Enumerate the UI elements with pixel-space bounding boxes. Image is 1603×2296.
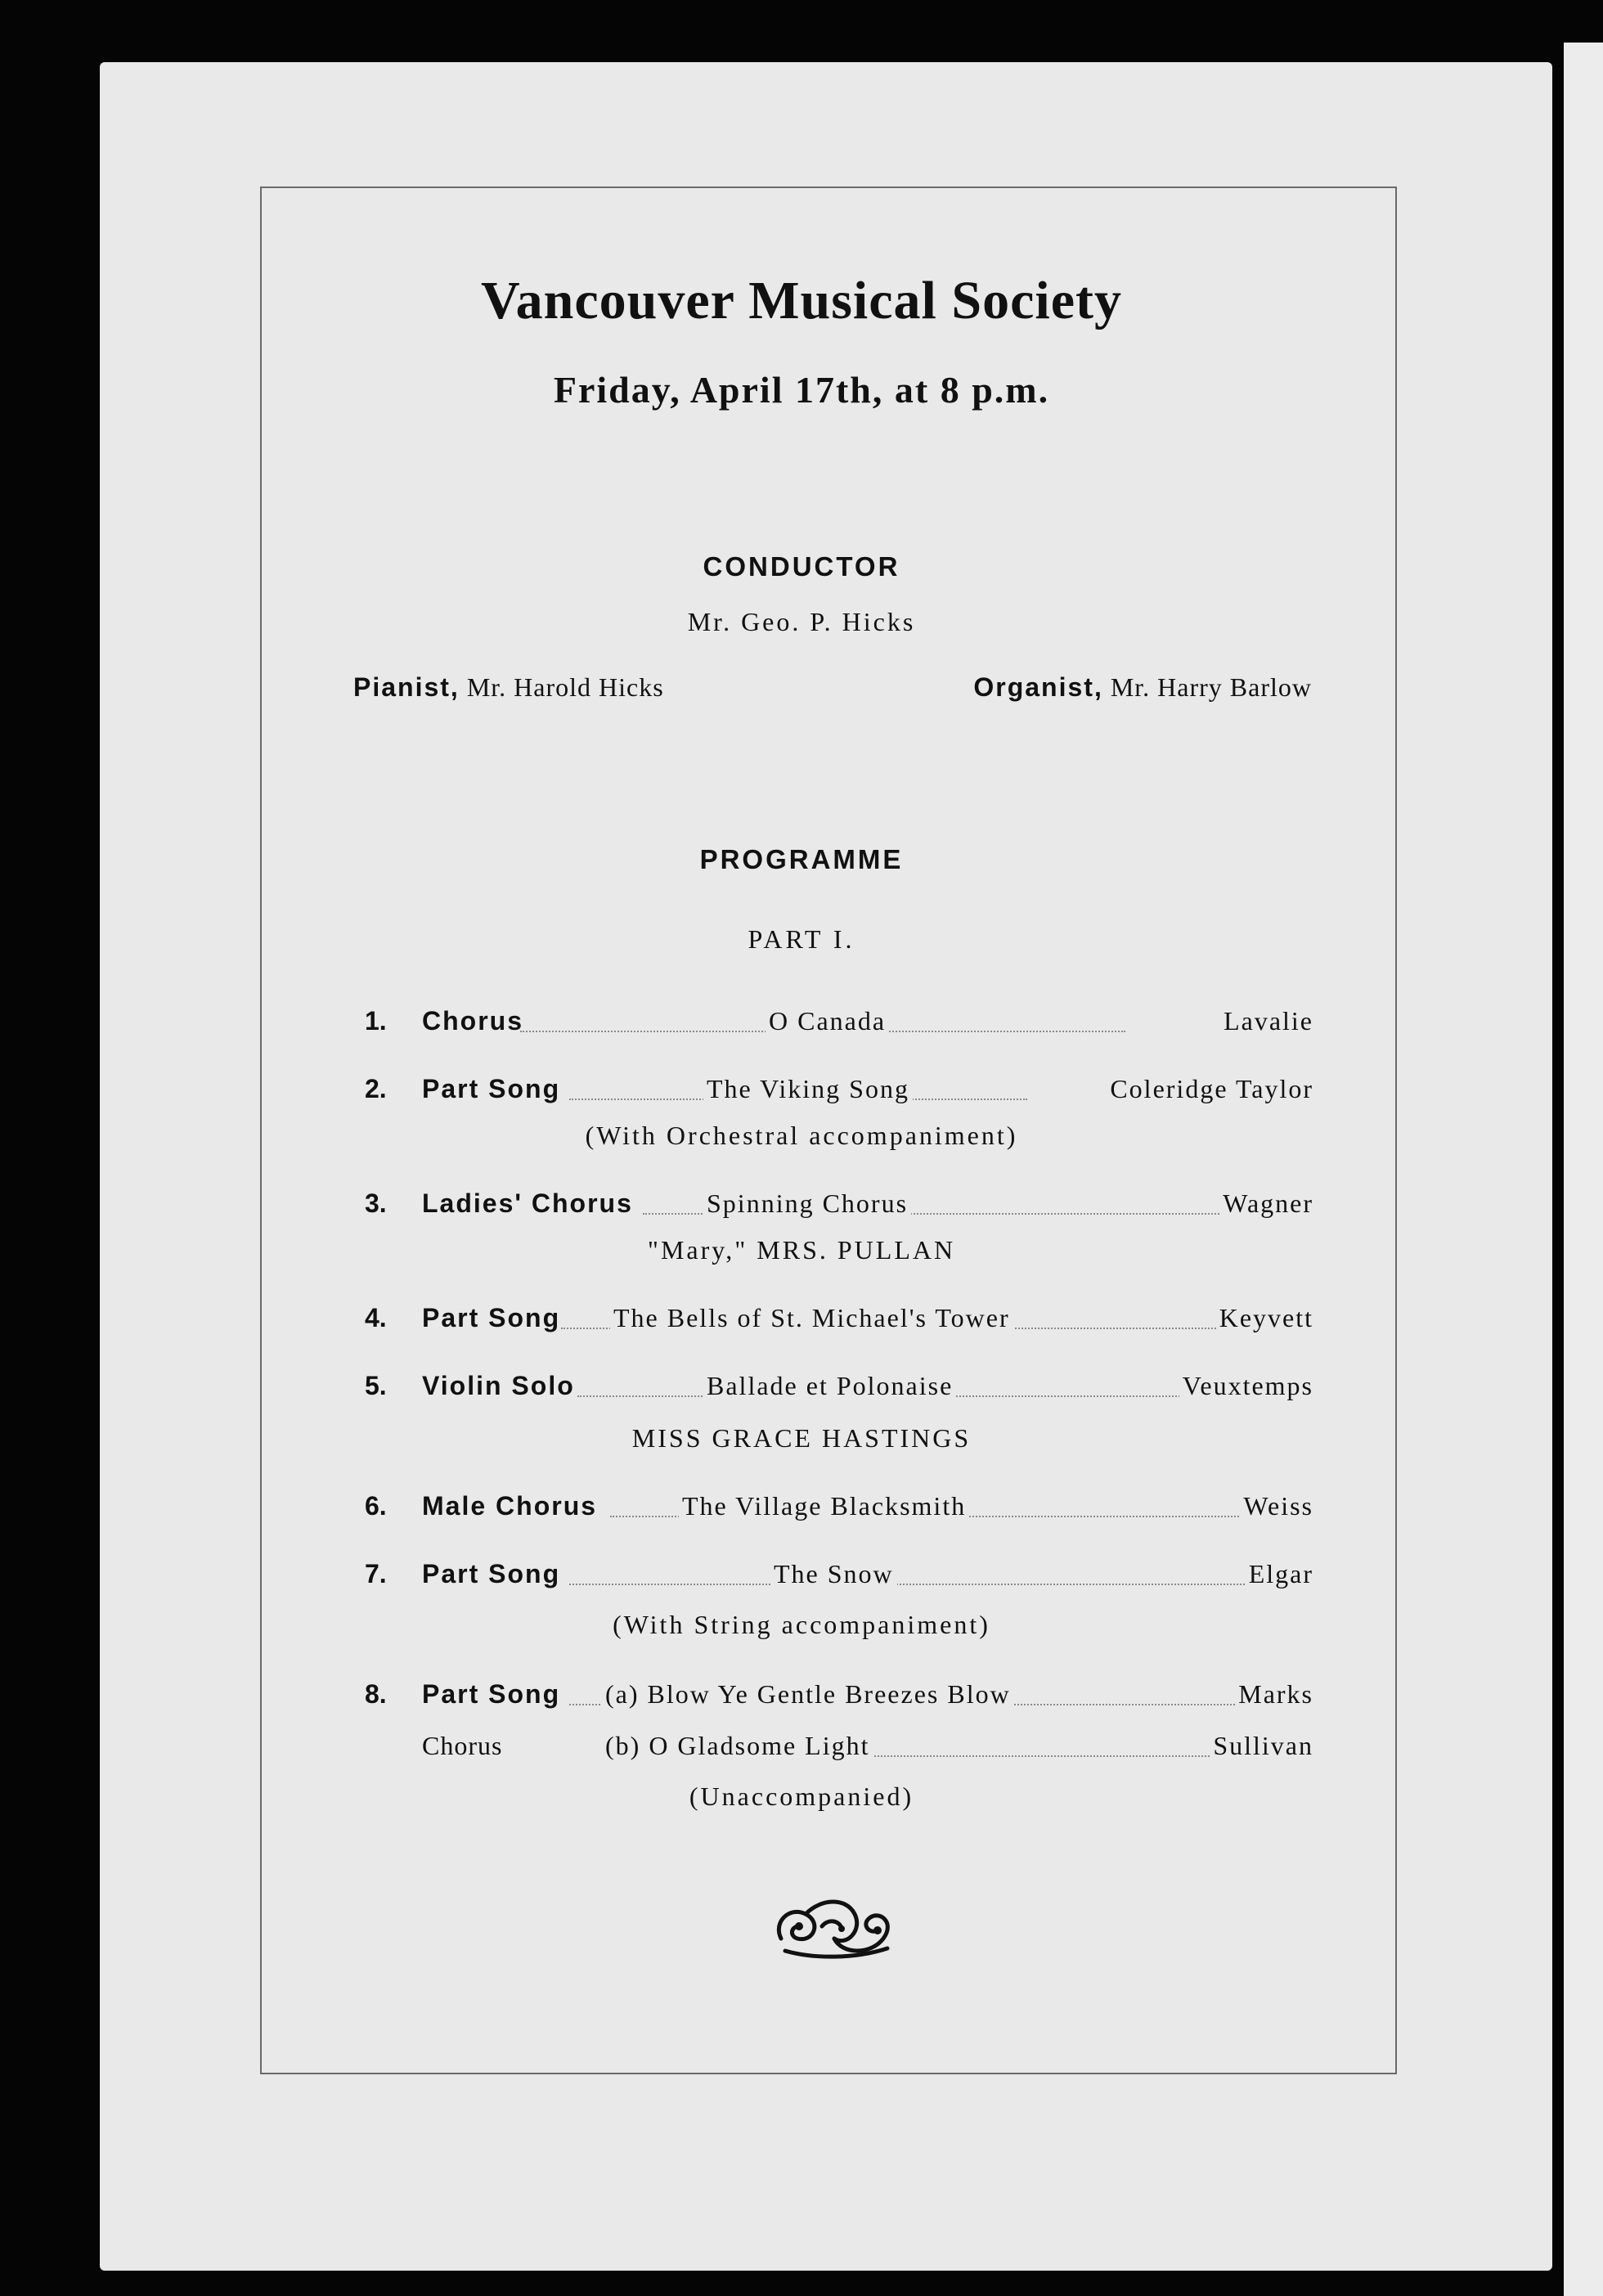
programme-item-8b xyxy=(365,1731,1313,1767)
item-composer: Veuxtemps xyxy=(1179,1371,1313,1401)
item-work: The Viking Song xyxy=(703,1074,913,1104)
fleuron-ornament-icon xyxy=(765,1889,904,1963)
item-type: Part Song xyxy=(422,1303,561,1332)
organist-role: Organist, xyxy=(973,672,1103,702)
programme-item-8a xyxy=(365,1679,1313,1715)
item-composer: Keyvett xyxy=(1216,1303,1313,1333)
pianist-name: Mr. Harold Hicks xyxy=(466,672,664,702)
item-note: (With String accompaniment) xyxy=(613,1610,990,1639)
item-composer: Marks xyxy=(1235,1679,1313,1710)
programme-item-6 xyxy=(365,1491,1313,1527)
conductor-heading: CONDUCTOR xyxy=(703,551,900,582)
leader-dots xyxy=(569,1584,1264,1585)
item-work: (a) Blow Ye Gentle Breezes Blow xyxy=(602,1679,1014,1710)
item-number: 4. xyxy=(365,1303,387,1332)
item-work: Ballade et Polonaise xyxy=(703,1371,956,1401)
item-number: 3. xyxy=(365,1188,387,1218)
programme-item-5 xyxy=(365,1371,1313,1407)
organist-name: Mr. Harry Barlow xyxy=(1110,672,1312,702)
item-type: Part Song xyxy=(422,1559,561,1588)
concert-date: Friday, April 17th, at 8 p.m. xyxy=(553,369,1050,411)
part-heading: PART I. xyxy=(748,924,855,954)
programme-item-2 xyxy=(365,1074,1313,1110)
item-number: 5. xyxy=(365,1371,387,1400)
item-number: 7. xyxy=(365,1559,387,1588)
item-note: "Mary," MRS. PULLAN xyxy=(647,1235,956,1265)
item-work: O Canada xyxy=(766,1006,889,1036)
programme-heading: PROGRAMME xyxy=(699,844,904,874)
item-number: 6. xyxy=(365,1491,387,1521)
item-composer: Elgar xyxy=(1246,1559,1313,1589)
item-composer: Coleridge Taylor xyxy=(1107,1074,1313,1104)
programme-item-4 xyxy=(365,1303,1313,1339)
item-composer: Weiss xyxy=(1240,1491,1313,1521)
item-type: Chorus xyxy=(422,1006,523,1036)
item-type: Part Song xyxy=(422,1074,561,1103)
item-note: (With Orchestral accompaniment) xyxy=(585,1121,1018,1150)
item-type: Part Song xyxy=(422,1679,561,1709)
item-type: Male Chorus xyxy=(422,1491,598,1521)
item-type: Ladies' Chorus xyxy=(422,1188,633,1218)
pianist-credit xyxy=(353,672,664,703)
programme-item-3 xyxy=(365,1188,1313,1224)
pianist-role: Pianist, xyxy=(353,672,460,702)
item-work: The Snow xyxy=(770,1559,897,1589)
item-type: Violin Solo xyxy=(422,1371,575,1400)
item-work: (b) O Gladsome Light xyxy=(602,1731,873,1761)
item-number: 1. xyxy=(365,1006,387,1036)
item-note: MISS GRACE HASTINGS xyxy=(631,1423,972,1453)
item-composer: Wagner xyxy=(1219,1188,1313,1219)
item-composer: Sullivan xyxy=(1210,1731,1313,1761)
item-note: (Unaccompanied) xyxy=(689,1782,914,1811)
item-number: 2. xyxy=(365,1074,387,1103)
item-number: 8. xyxy=(365,1679,387,1709)
programme-item-1 xyxy=(365,1006,1313,1042)
item-type: Chorus xyxy=(422,1731,503,1760)
item-work: The Bells of St. Michael's Tower xyxy=(610,1303,1013,1333)
item-work: The Village Blacksmith xyxy=(679,1491,969,1521)
society-title: Vancouver Musical Society xyxy=(481,271,1122,330)
conductor-name: Mr. Geo. P. Hicks xyxy=(687,607,916,636)
programme-item-7 xyxy=(365,1559,1313,1595)
organist-credit xyxy=(973,672,1312,703)
item-composer: Lavalie xyxy=(1220,1006,1313,1036)
item-work: Spinning Chorus xyxy=(703,1188,911,1219)
